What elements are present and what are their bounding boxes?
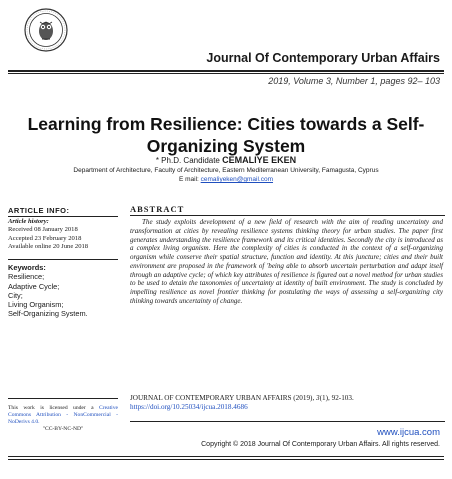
keyword-item: Self-Organizing System. — [8, 309, 88, 319]
journal-website-link[interactable]: www.ijcua.com — [377, 427, 440, 438]
university-seal-icon — [24, 8, 68, 52]
keyword-item: Adaptive Cycle; — [8, 281, 60, 291]
keywords-label: Keywords: — [8, 263, 46, 272]
citation-text: JOURNAL OF CONTEMPORARY URBAN AFFAIRS (2019), — [130, 394, 317, 402]
footer-divider — [130, 421, 445, 422]
copyright-notice: Copyright © 2018 Journal Of Contemporary Urban Affairs. All rights reserved. — [201, 441, 440, 448]
author-prefix: * Ph.D. Candidate — [155, 156, 220, 165]
history-label: Article history: — [8, 218, 49, 225]
abstract-heading: ABSTRACT — [130, 204, 445, 216]
article-info-heading: ARTICLE INFO: — [8, 206, 118, 217]
author-affiliation: Department of Architecture, Faculty of Architecture, Eastern Mediterranean University, Famagusta, Cyprus — [73, 167, 379, 174]
license-link[interactable]: Creative Commons Attribution - NonCommercial - NoDerivs 4.0. — [8, 405, 118, 425]
available-date: Available online 20 June 2018 — [8, 242, 89, 250]
citation-pages: (1), 92-103. — [319, 394, 354, 402]
footer-rule — [8, 456, 444, 457]
email-label: E mail: — [178, 176, 199, 183]
info-divider — [8, 259, 118, 260]
title-line-2: Organizing System — [146, 136, 306, 156]
email-link[interactable]: cemaliyeken@gmail.com — [200, 176, 274, 183]
keyword-item: City; — [8, 290, 23, 300]
received-date: Received 08 January 2018 — [8, 226, 78, 234]
volume-info: 2019, Volume 3, Number 1, pages 92– 103 — [268, 76, 440, 86]
paper-title — [0, 113, 452, 157]
citation — [130, 394, 443, 412]
doi-link[interactable]: https://doi.org/10.25034/ijcua.2018.4686 — [130, 403, 248, 411]
header-rule-thin — [8, 73, 444, 74]
keywords-block — [8, 263, 122, 319]
abstract-text: The study exploits development of a new field of research with the aim of reading uncertainty and transformation at cities by revealing resilience systems thinking theory for urban studies. The paper first generates understanding the resilience framework and its critical identities. Secondly the city is introduced as a complex living organism. Here the complexity of cities is conducted in the context of a self-organizing organism while conserve their spatial structure, function and identity. At this juncture; cities and their built environment are proposed in the framework of 'being able to absorb uncertain perturbation and adapt itself through an adaptive cycle; of which key attributes of resilience is figured out a novel method for urban studies to be used to detain the taxonomies of uncertainty at identity of built environment. The study is concluded by impelling resilience as novel frontier thinking for postulating the ways of assessing a self-organizing city thinking towards uncertainty of change. — [130, 218, 443, 306]
keyword-item: Living Organism; — [8, 300, 64, 310]
email-line — [0, 176, 452, 183]
author-line — [0, 155, 452, 165]
header-rule — [8, 70, 444, 72]
info-divider — [8, 398, 118, 399]
accepted-date: Accepted 23 February 2018 — [8, 234, 82, 242]
license-notice — [8, 405, 118, 433]
footer-rule-thin — [8, 459, 444, 460]
keyword-item: Resilience; — [8, 272, 45, 282]
title-line-1: Learning from Resilience: Cities towards a Self- — [27, 114, 425, 134]
license-short: "CC-BY-NC-ND" — [42, 425, 84, 432]
author-name: CEMALIYE EKEN — [222, 155, 297, 165]
article-history — [8, 218, 120, 251]
journal-name: Journal Of Contemporary Urban Affairs — [206, 51, 440, 65]
citation-volume: 3 — [316, 394, 320, 402]
license-text: This work is licensed under a — [8, 405, 94, 411]
